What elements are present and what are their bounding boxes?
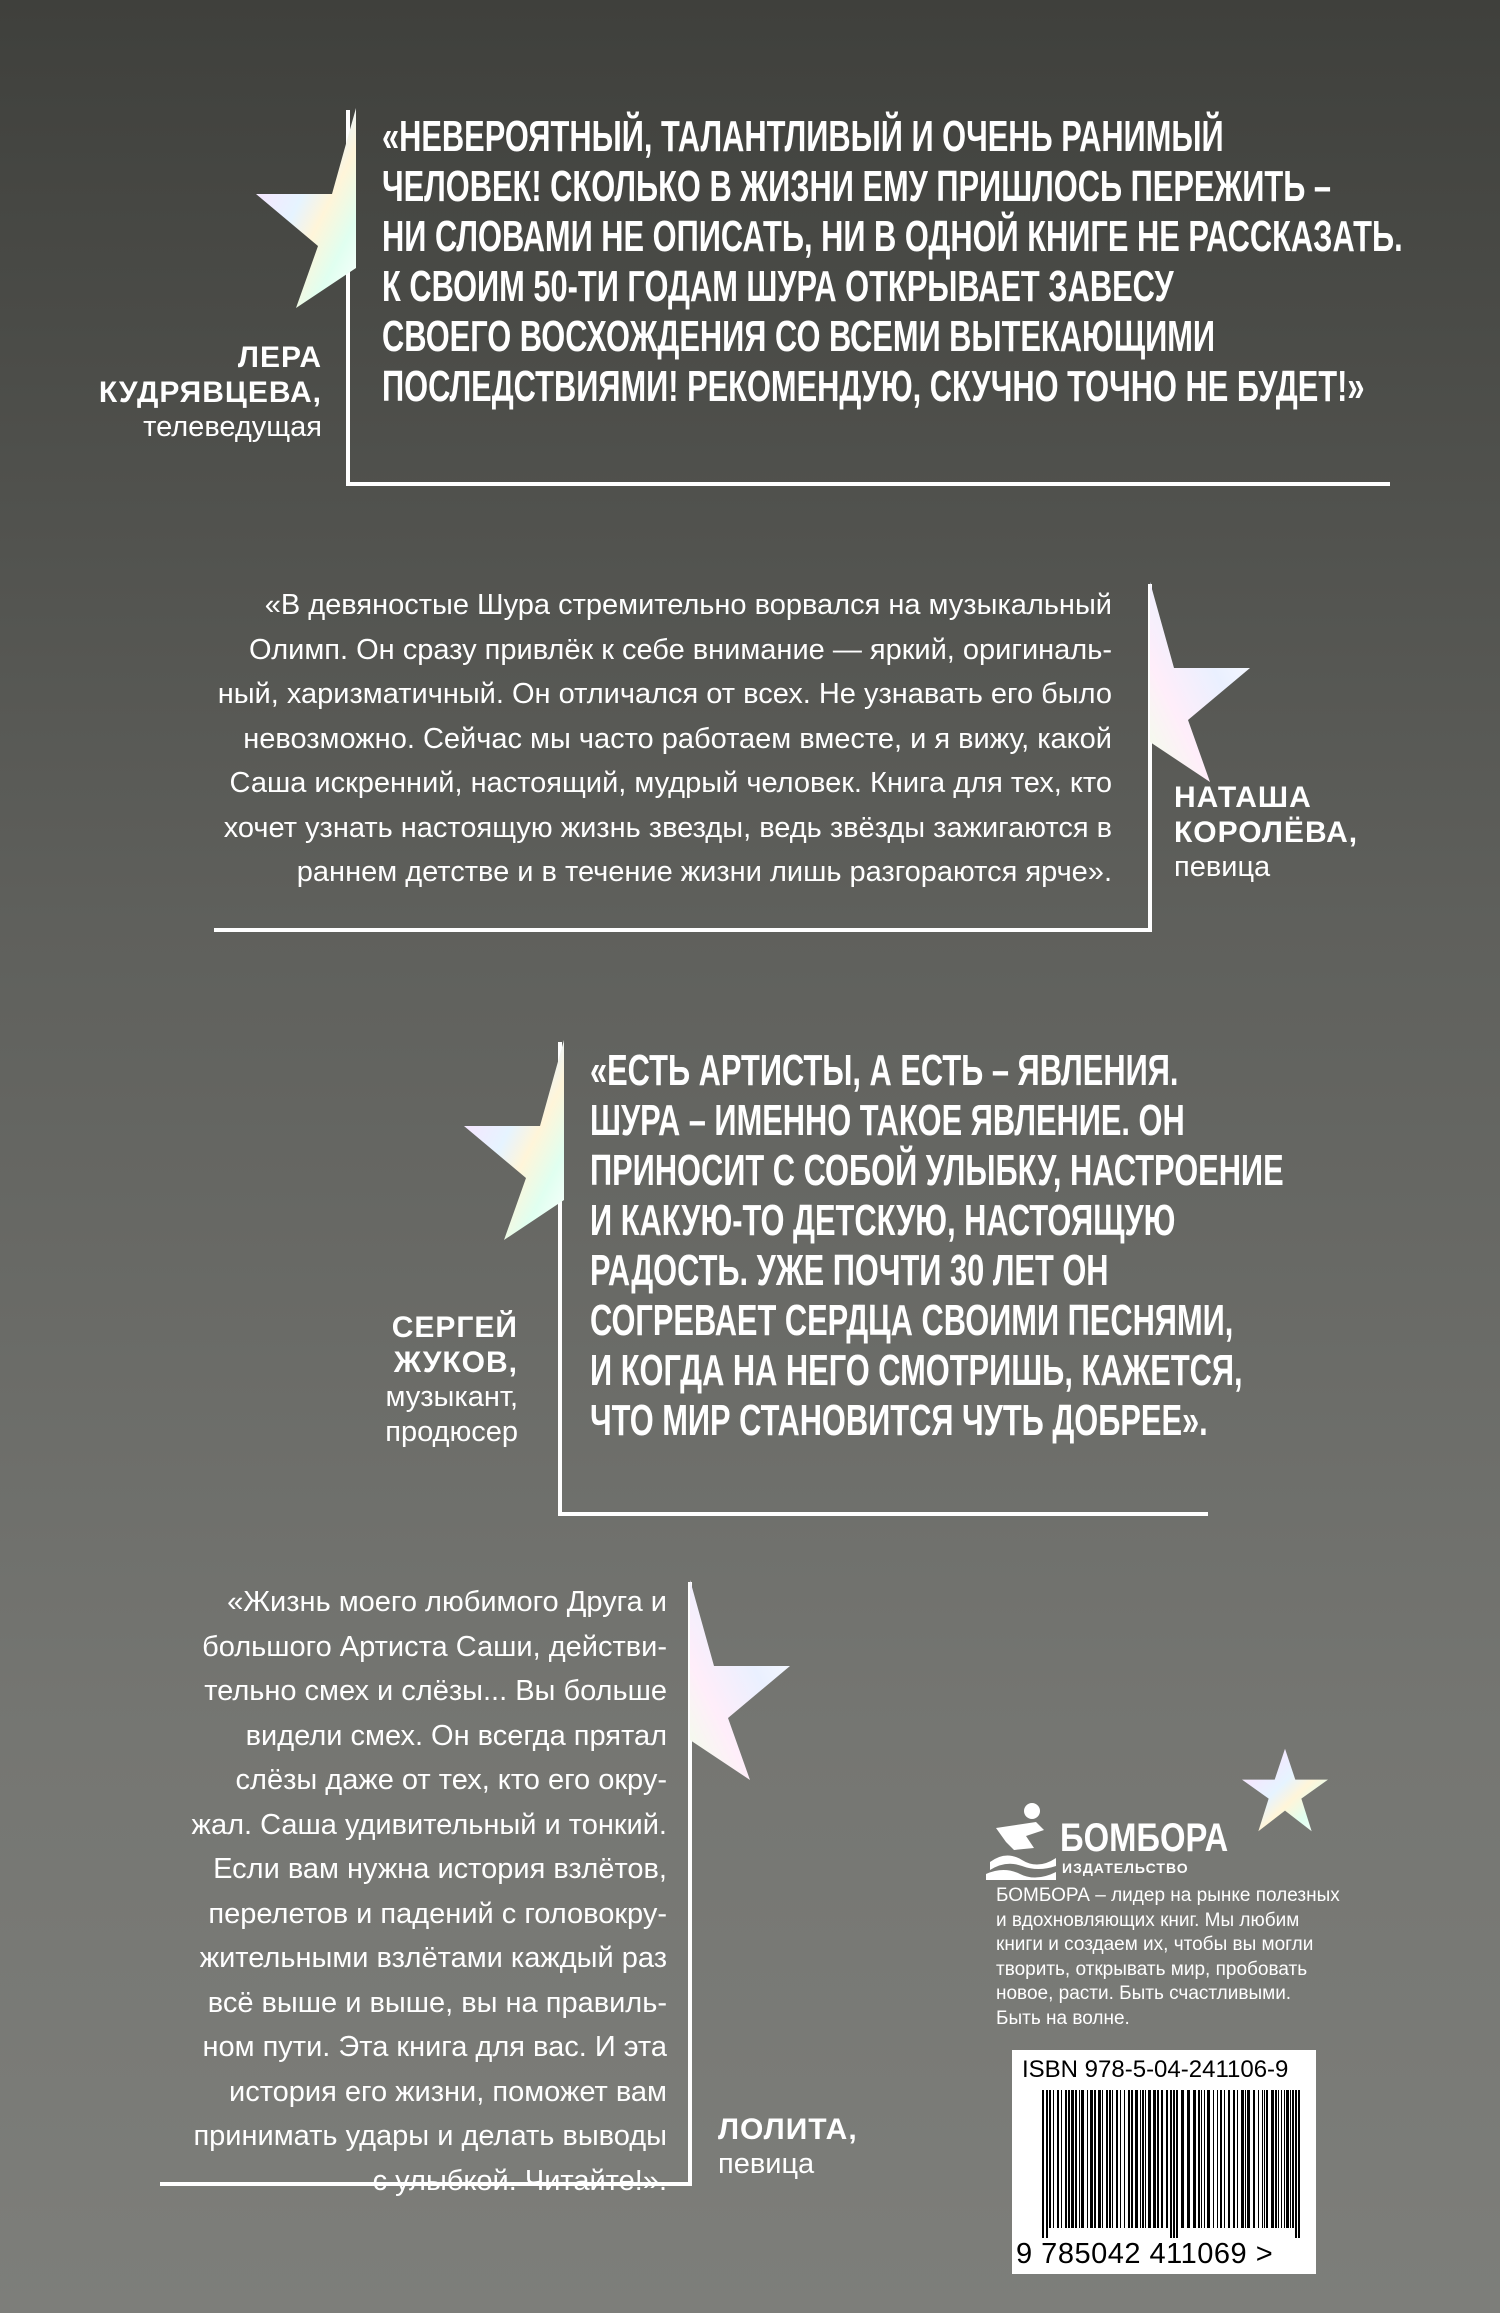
barcode-bar — [1142, 2090, 1144, 2228]
barcode-bar — [1204, 2090, 1205, 2228]
author-name: НАТАША — [1174, 781, 1312, 814]
barcode-bar — [1161, 2090, 1163, 2228]
barcode-bar — [1286, 2090, 1289, 2228]
barcode-bar — [1087, 2090, 1088, 2228]
barcode-bar — [1258, 2090, 1259, 2228]
barcode-bar — [1042, 2090, 1044, 2238]
barcode-bar — [1061, 2090, 1062, 2228]
barcode — [1042, 2090, 1304, 2238]
quote-2-author — [1174, 780, 1358, 885]
barcode-bar — [1075, 2090, 1077, 2228]
author-name: ЛОЛИТА, — [718, 2113, 858, 2146]
holographic-star-icon — [256, 108, 356, 308]
author-role: певица — [718, 2148, 815, 2180]
barcode-bar — [1217, 2090, 1218, 2228]
isbn-barcode-box — [1012, 2050, 1316, 2274]
publisher-logo — [986, 1802, 1246, 1880]
author-name: КУДРЯВЦЕВА, — [98, 376, 322, 409]
isbn-label: ISBN 978-5-04-241106-9 — [1022, 2056, 1289, 2083]
barcode-bar — [1131, 2090, 1133, 2228]
holographic-star-icon — [1150, 582, 1250, 782]
barcode-bar — [1057, 2090, 1059, 2228]
quote-1-text: «НЕВЕРОЯТНЫЙ, ТАЛАНТЛИВЫЙ И ОЧЕНЬ РАНИМЫЙ ЧЕЛОВЕК! СКОЛЬКО В ЖИЗНИ ЕМУ ПРИШЛОСЬ ПЕРЕЖИТЬ – НИ СЛОВАМИ НЕ ОПИСАТЬ, НИ В ОДНОЙ КНИГЕ НЕ РАССКАЗАТЬ. К СВОИМ 50-ТИ ГОДАМ ШУРА ОТКРЫВАЕТ ЗАВЕСУ СВОЕГО ВОСХОЖДЕНИЯ СО ВСЕМИ ВЫТЕКАЮЩИМИ ПОСЛЕДСТВИЯМИ! РЕКОМЕНДУЮ, СКУЧНО ТОЧНО НЕ БУДЕТ!» — [382, 112, 1403, 411]
publisher-subtitle: ИЗДАТЕЛЬСТВО — [1062, 1860, 1189, 1876]
barcode-bar — [1148, 2090, 1151, 2228]
barcode-bar — [1173, 2090, 1175, 2238]
barcode-bar — [1198, 2090, 1200, 2228]
barcode-bar — [1098, 2090, 1101, 2228]
barcode-bar — [1233, 2090, 1235, 2228]
barcode-bar — [1176, 2090, 1178, 2238]
barcode-bar — [1262, 2090, 1263, 2228]
barcode-bar — [1112, 2090, 1113, 2228]
barcode-bar — [1266, 2090, 1268, 2228]
barcode-bar — [1109, 2090, 1111, 2228]
quote-4-text: «Жизнь моего любимого Друга и большого Артиста Саши, действи- тельно смех и слёзы... Вы больше видели смех. Он всегда прятал слёзы даже от тех, кто его окру- жал. Саша удивительный и тонкий. Если вам нужна история взлётов, перелетов и падений с головокру- жительными взлётами каждый раз всё выше и выше, вы на правиль- ном пути. Эта книга для вас. И эта история его жизни, поможет вам принимать удары и делать выводы с улыбкой. Читайте!». — [191, 1586, 667, 2197]
quote-2-text: «В девяностые Шура стремительно ворвался на музыкальный Олимп. Он сразу привлёк к себе внимание — яркий, оригиналь- ный, харизматичный. Он отличался от всех. Не узнавать его было невозможно. Сейчас мы часто работаем вместе, и я вижу, какой Саша искренний, настоящий, мудрый человек. Книга для тех, кто хочет узнать настоящую жизнь звезды, ведь звёзды зажигаются в раннем детстве и в течение жизни лишь разгораются ярче». — [217, 589, 1112, 888]
barcode-bar — [1079, 2090, 1080, 2228]
barcode-bar — [1228, 2090, 1230, 2228]
barcode-bar — [1153, 2090, 1156, 2228]
barcode-bar — [1237, 2090, 1238, 2228]
quote-3-text: «ЕСТЬ АРТИСТЫ, А ЕСТЬ – ЯВЛЕНИЯ. ШУРА – ИМЕННО ТАКОЕ ЯВЛЕНИЕ. ОН ПРИНОСИТ С СОБОЙ УЛЫБКУ, НАСТРОЕНИЕ И КАКУЮ-ТО ДЕТСКУЮ, НАСТОЯЩУЮ РАДОСТЬ. УЖЕ ПОЧТИ 30 ЛЕТ ОН СОГРЕВАЕТ СЕРДЦА СВОИМИ ПЕСНЯМИ, И КОГДА НА НЕГО СМОТРИШЬ, КАЖЕТСЯ, ЧТО МИР СТАНОВИТСЯ ЧУТЬ ДОБРЕЕ». — [590, 1046, 1284, 1445]
publisher-name: БОМБОРА — [1060, 1816, 1229, 1860]
barcode-bar — [1187, 2090, 1190, 2228]
barcode-bar — [1271, 2090, 1274, 2228]
barcode-bar — [1278, 2090, 1279, 2228]
barcode-bar — [1124, 2090, 1125, 2228]
publisher-description: БОМБОРА – лидер на рынке полезных и вдохновляющих книг. Мы любим книги и создаем их, чтобы вы могли творить, открывать мир, пробовать новое, расти. Быть счастливыми. Быть на волне. — [996, 1885, 1340, 2029]
barcode-bar — [1071, 2090, 1074, 2228]
barcode-bar — [1201, 2090, 1202, 2228]
author-role: продюсер — [385, 1416, 518, 1448]
barcode-bar — [1106, 2090, 1108, 2228]
barcode-bar — [1281, 2090, 1282, 2228]
barcode-bar — [1053, 2090, 1054, 2228]
barcode-bar — [1298, 2090, 1300, 2238]
barcode-bar — [1046, 2090, 1048, 2238]
barcode-bar — [1166, 2090, 1168, 2228]
barcode-bar — [1065, 2090, 1067, 2228]
barcode-bar — [1224, 2090, 1225, 2228]
barcode-bar — [1193, 2090, 1196, 2228]
barcode-bar — [1157, 2090, 1159, 2228]
author-role: телеведущая — [143, 411, 322, 443]
barcode-bar — [1068, 2090, 1070, 2228]
quote-4-author — [718, 2112, 858, 2182]
holographic-star-icon — [464, 1040, 564, 1240]
author-name: ЛЕРА — [237, 341, 322, 374]
barcode-bar — [1247, 2090, 1250, 2228]
quote-3-author — [385, 1310, 518, 1450]
barcode-bar — [1145, 2090, 1146, 2228]
barcode-bar — [1292, 2090, 1294, 2228]
barcode-bar — [1102, 2090, 1103, 2228]
author-role: певица — [1174, 851, 1271, 883]
holographic-star-icon — [690, 1580, 790, 1780]
barcode-bar — [1135, 2090, 1138, 2228]
barcode-bar — [1241, 2090, 1244, 2228]
barcode-bar — [1290, 2090, 1291, 2228]
author-name: КОРОЛЁВА, — [1174, 816, 1359, 849]
barcode-bar — [1128, 2090, 1130, 2228]
barcode-bar — [1081, 2090, 1084, 2228]
barcode-bar — [1116, 2090, 1118, 2228]
barcode-bar — [1181, 2090, 1184, 2228]
isbn-digits: 9 785042 411069 > — [1016, 2238, 1274, 2270]
author-role: музыкант, — [385, 1381, 518, 1413]
author-name: ЖУКОВ, — [393, 1346, 518, 1379]
barcode-bar — [1207, 2090, 1210, 2228]
holographic-star-icon — [1242, 1748, 1328, 1832]
barcode-bar — [1213, 2090, 1214, 2228]
barcode-bar — [1120, 2090, 1121, 2228]
barcode-bar — [1220, 2090, 1222, 2228]
barcode-bar — [1284, 2090, 1285, 2228]
barcode-bar — [1275, 2090, 1277, 2228]
barcode-bar — [1170, 2090, 1172, 2238]
runner-on-wave-logo — [986, 1802, 1058, 1880]
quote-1-author — [99, 340, 322, 445]
barcode-bar — [1094, 2090, 1096, 2228]
barcode-bar — [1264, 2090, 1265, 2228]
author-name: СЕРГЕЙ — [391, 1311, 518, 1344]
barcode-bar — [1090, 2090, 1093, 2228]
barcode-bar — [1049, 2090, 1051, 2228]
barcode-bar — [1140, 2090, 1141, 2228]
barcode-bar — [1253, 2090, 1255, 2228]
barcode-bar — [1245, 2090, 1246, 2228]
barcode-bar — [1295, 2090, 1297, 2238]
